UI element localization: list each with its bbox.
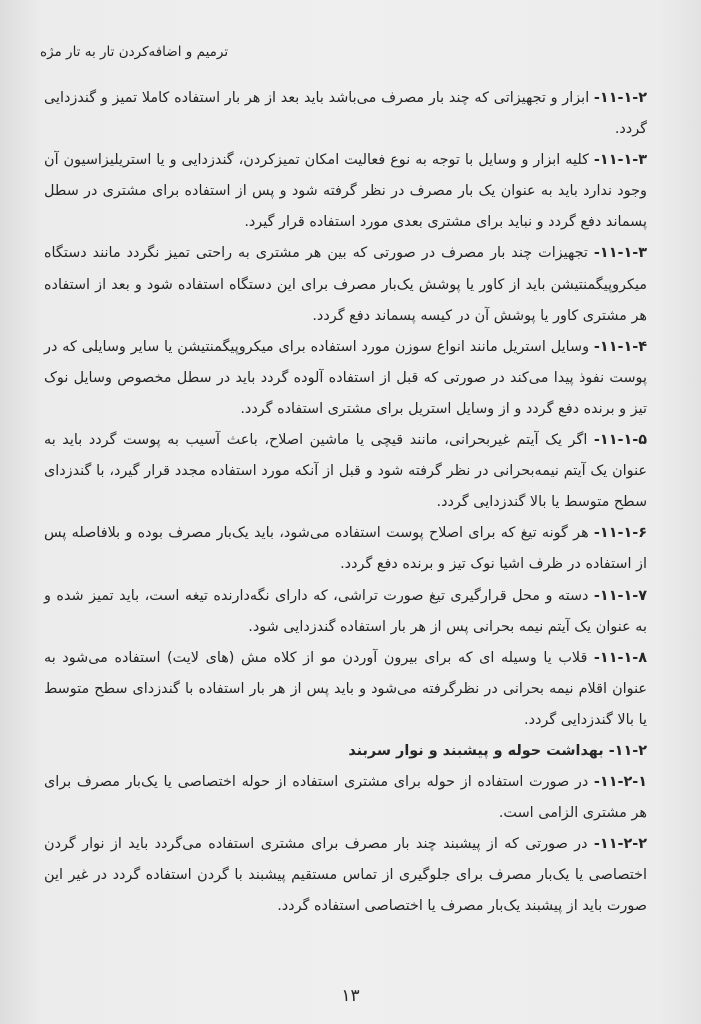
running-header: ترمیم و اضافه‌کردن تار به تار مژه [40, 44, 229, 60]
paragraph-11-1-4 [44, 332, 647, 425]
section-number: ۱۱-۲- [608, 742, 647, 759]
paragraph-text: هر گونه تیغ که برای اصلاح پوست استفاده می‌شود، باید یک‌بار مصرف بوده و بلافاصله پس از استفاده در ظرف اشیا نوک تیز و برنده دفع گردد. [44, 525, 647, 573]
section-number: ۱۱-۱-۵- [593, 432, 647, 449]
paragraph-text: در صورتی که از پیشبند چند بار مصرف برای مشتری استفاده می‌گردد باید از نوار گردن اختصاصی یا یک‌بار مصرف برای جلوگیری از تماس مستقیم پیشبند با گردن استفاده گردد در غیر این صورت باید از پیشبند یک‌بار مصرف یا اختصاصی استفاده گردد. [44, 836, 647, 915]
paragraph-11-2-2 [44, 829, 647, 922]
paragraph-11-1-3b [44, 238, 647, 331]
paragraph-text: ابزار و تجهیزاتی که چند بار مصرف می‌باشد باید بعد از هر بار استفاده کاملا تمیز و گندزدایی گردد. [44, 90, 647, 138]
paragraph-11-1-7 [44, 581, 647, 643]
paragraph-text: کلیه ابزار و وسایل با توجه به نوع فعالیت امکان تمیزکردن، گندزدایی و یا استریلیزاسیون آن وجود ندارد باید به عنوان یک بار مصرف در نظر گرفته شود و پس از استفاده برای مشتری در سطل پسماند دفع گردد و نباید برای مشتری بعدی مورد استفاده قرار گیرد. [44, 152, 647, 231]
paragraph-text: در صورت استفاده از حوله برای مشتری استفاده از حوله اختصاصی یا یک‌بار مصرف برای هر مشتری الزامی است. [44, 774, 647, 822]
section-number: ۱۱-۲-۲- [593, 836, 647, 853]
paragraph-text: قلاب یا وسیله ای که برای بیرون آوردن مو از کلاه مش (های لایت) استفاده می‌شود به عنوان اقلام نیمه بحرانی در نظرگرفته می‌شود و باید پس از هر بار استفاده با گندزدای سطح متوسط یا بالا گندزدایی گردد. [44, 649, 647, 728]
paragraph-text: تجهیزات چند بار مصرف در صورتی که بین هر مشتری به راحتی تمیز نگردد مانند دستگاه میکروپیگمنتیشن باید از کاور یا پوشش یک‌بار مصرف برای این دستگاه استفاده شود و بعد از استفاده هر مشتری کاور یا پوشش آن در کیسه پسماند دفع گردد. [44, 245, 647, 324]
page-body [44, 83, 647, 923]
section-number: ۱۱-۱-۶- [593, 525, 647, 542]
section-number: ۱۱-۱-۸- [593, 649, 647, 666]
paragraph-text: دسته و محل قرارگیری تیغ صورت تراشی، که دارای نگه‌دارنده تیغه است، باید تمیز شده و به عنوان یک آیتم نیمه بحرانی پس از هر بار استفاده گندزدایی شود. [44, 587, 647, 635]
paragraph-11-2-1 [44, 767, 647, 829]
section-number: ۱۱-۱-۳- [593, 152, 647, 169]
section-number: ۱۱-۱-۲- [593, 90, 647, 106]
paragraph-11-1-6 [44, 518, 647, 580]
section-number: ۱۱-۱-۴- [593, 338, 647, 355]
paragraph-text: اگر یک آیتم غیربحرانی، مانند قیچی یا ماشین اصلاح، باعث آسیب به پوست گردد باید به عنوان یک آیتم نیمه‌بحرانی در نظر گرفته شود و قبل از آنکه مورد استفاده مجدد قرار گیرد، با گندزدای سطح متوسط یا بالا گندزدایی گردد. [44, 432, 647, 511]
paragraph-11-1-5 [44, 425, 647, 518]
section-number: ۱۱-۱-۳- [593, 245, 647, 262]
paragraph-11-1-8 [44, 643, 647, 736]
section-number: ۱۱-۲-۱- [593, 774, 647, 791]
heading-text: بهداشت حوله و پیشبند و نوار سربند [348, 742, 609, 759]
section-number: ۱۱-۱-۷- [593, 587, 647, 604]
paragraph-11-1-2 [44, 83, 647, 145]
section-heading-11-2 [44, 736, 647, 767]
paragraph-text: وسایل استریل مانند انواع سوزن مورد استفاده برای میکروپیگمنتیشن یا سایر وسایلی که در پوست نفوذ پیدا می‌کند در صورتی که قبل از استفاده آلوده گردد باید در سطل مخصوص وسایل نوک تیز و برنده دفع گردد و از وسایل استریل برای مشتری استفاده گردد. [44, 338, 647, 417]
paragraph-11-1-3 [44, 145, 647, 238]
page-number: ۱۳ [341, 986, 360, 1006]
